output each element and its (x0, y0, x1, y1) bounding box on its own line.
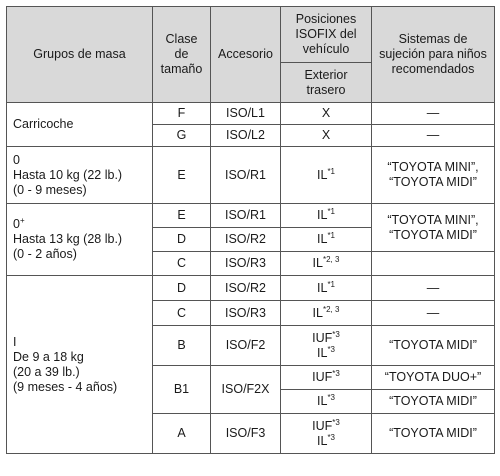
position-cell: IL$^{*1}$ (281, 228, 372, 252)
position-cell: IUF$^{*3}$ IL$^{*3}$ (281, 326, 372, 366)
header-fixture: Accesorio (211, 7, 281, 103)
table-row (7, 147, 495, 204)
fixture-cell: ISO/F2X (211, 366, 281, 414)
recommended-cell: “TOYOTA MIDI” (372, 326, 495, 366)
size-class-cell: D (153, 228, 211, 252)
position-cell: IUF$^{*3}$ (281, 366, 372, 390)
group-name: Carricoche (13, 117, 74, 131)
fixture-cell: ISO/L2 (211, 125, 281, 147)
size-class-cell: C (153, 301, 211, 326)
fixture-cell: ISO/R2 (211, 276, 281, 301)
recommended-cell: “TOYOTA MIDI” (372, 390, 495, 414)
recommended-cell: “TOYOTA DUO+” (372, 366, 495, 390)
group-carrycot (7, 103, 153, 147)
size-class-cell: F (153, 103, 211, 125)
recommended-cell: “TOYOTA MINI”, “TOYOTA MIDI” (372, 147, 495, 204)
position-cell: IL$^{*1}$ (281, 204, 372, 228)
table-row (7, 204, 495, 228)
header-outboard-rear: Exterior trasero (281, 63, 372, 103)
fixture-cell: ISO/R3 (211, 301, 281, 326)
position-cell: IL$^{*2, 3}$ (281, 301, 372, 326)
size-class-cell: A (153, 414, 211, 454)
fixture-cell: ISO/R3 (211, 252, 281, 276)
table-row (7, 276, 495, 301)
position-cell: X (281, 125, 372, 147)
header-recommended-systems: Sistemas de sujeción para niños recomendados (372, 7, 495, 103)
recommended-cell: “TOYOTA MINI”, “TOYOTA MIDI” (372, 204, 495, 252)
position-cell: IL$^{*3}$ (281, 390, 372, 414)
position-cell: X (281, 103, 372, 125)
recommended-cell: “TOYOTA MIDI” (372, 414, 495, 454)
isofix-table (6, 6, 495, 454)
fixture-cell: ISO/L1 (211, 103, 281, 125)
recommended-cell: — (372, 125, 495, 147)
size-class-cell: B1 (153, 366, 211, 414)
recommended-cell: — (372, 103, 495, 125)
position-cell: IL$^{*2, 3}$ (281, 252, 372, 276)
size-class-cell: E (153, 204, 211, 228)
position-cell: IUF$^{*3}$ IL$^{*3}$ (281, 414, 372, 454)
group-0: 0 Hasta 10 kg (22 lb.) (0 - 9 meses) (7, 147, 153, 204)
fixture-cell: ISO/R1 (211, 147, 281, 204)
recommended-cell-empty (372, 252, 495, 276)
position-cell: IL$^{*1}$ (281, 276, 372, 301)
fixture-cell: ISO/F3 (211, 414, 281, 454)
recommended-cell: — (372, 301, 495, 326)
position-cell: IL$^{*1}$ (281, 147, 372, 204)
size-class-cell: E (153, 147, 211, 204)
table-row (7, 103, 495, 125)
recommended-cell: — (372, 276, 495, 301)
group-1: I De 9 a 18 kg (20 a 39 lb.) (9 meses - 4 años) (7, 276, 153, 454)
size-class-cell: D (153, 276, 211, 301)
size-class-cell: C (153, 252, 211, 276)
group-0-plus: 0+ Hasta 13 kg (28 lb.) (0 - 2 años) (7, 204, 153, 276)
size-class-cell: B (153, 326, 211, 366)
fixture-cell: ISO/R2 (211, 228, 281, 252)
fixture-cell: ISO/R1 (211, 204, 281, 228)
size-class-cell: G (153, 125, 211, 147)
header-mass-group: Grupos de masa (7, 7, 153, 103)
header-size-class: Clase de tamaño (153, 7, 211, 103)
fixture-cell: ISO/F2 (211, 326, 281, 366)
header-isofix-positions: Posiciones ISOFIX del vehículo (281, 7, 372, 63)
